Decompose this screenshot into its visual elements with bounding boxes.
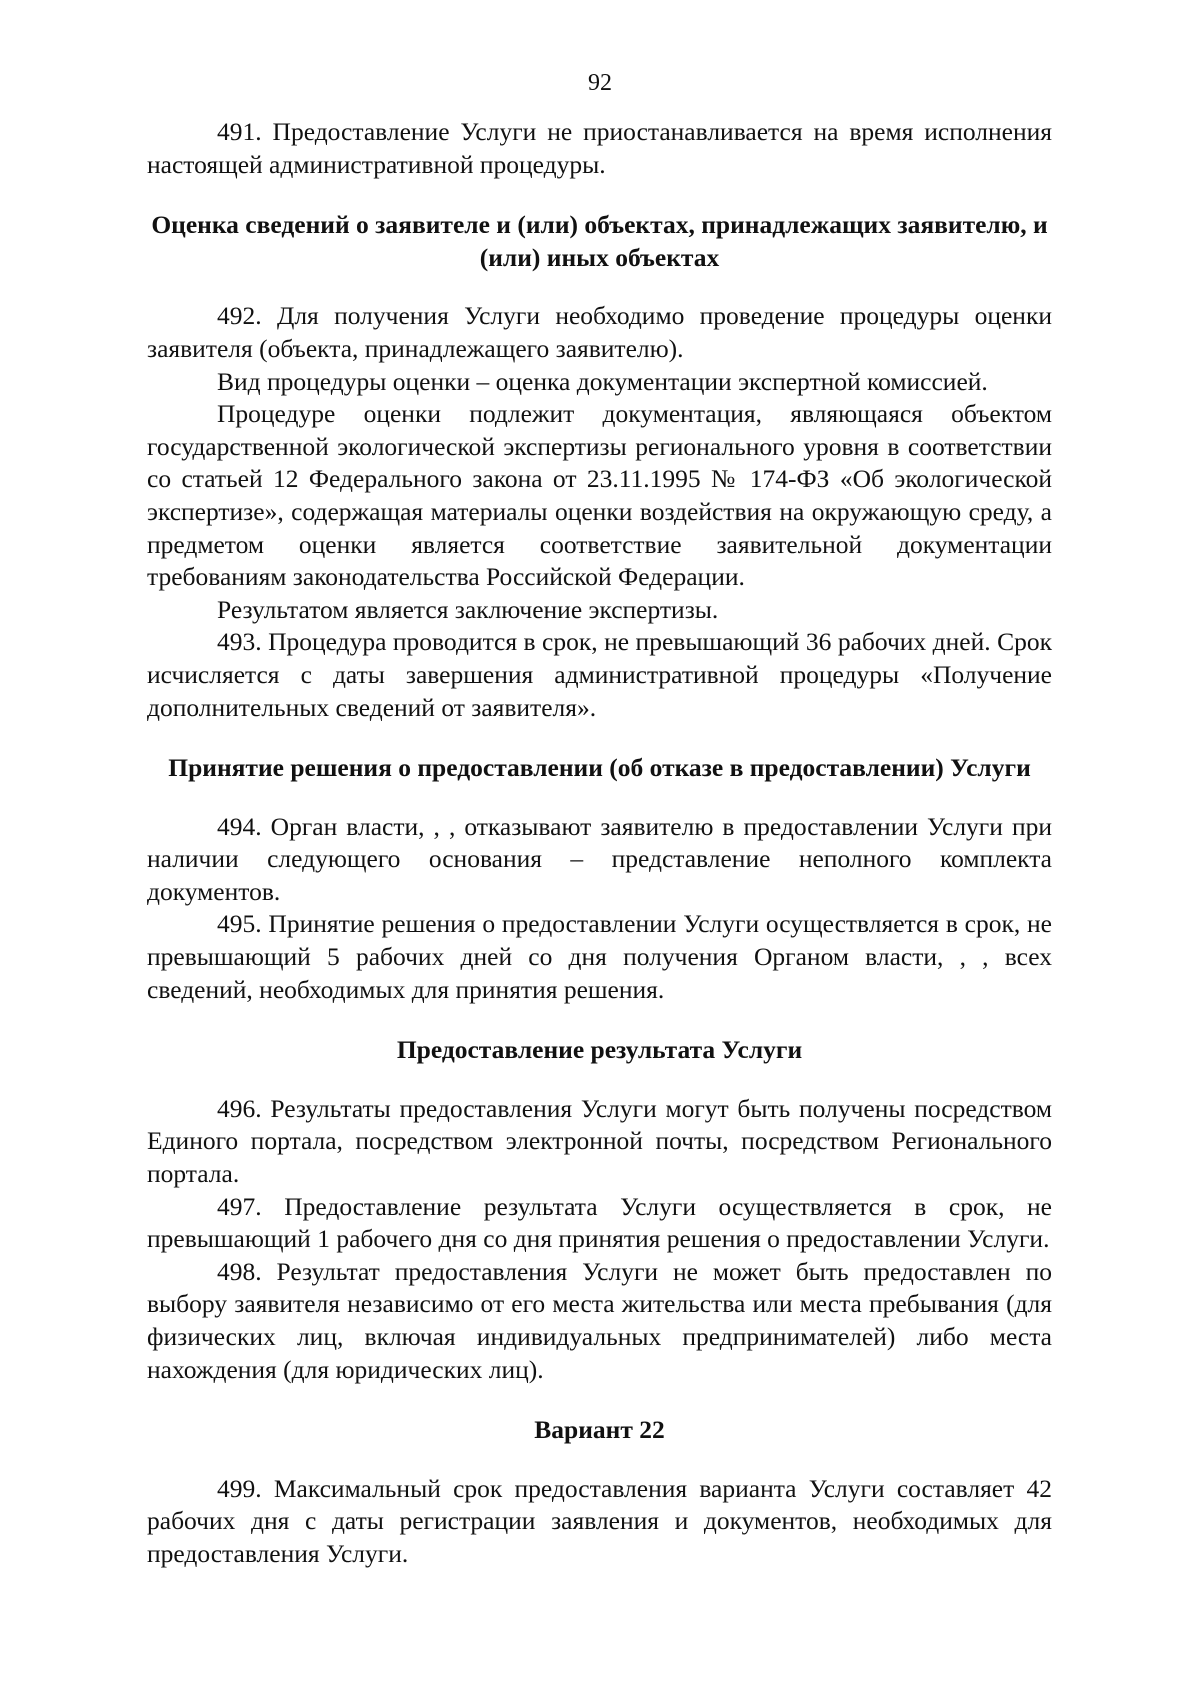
paragraph-492-subject: Процедуре оценки подлежит документация, являющаяся объектом государственной экологической экспертизы регионального уровня в соответствии со статьей 12 Федерального закона от 23.11.1995 № 174-ФЗ «Об экологической экспертизе», содержащая материалы оценки воздействия на окружающую среду, а предметом оценки является соответствие заявительной документации требованиям законодательства Российской Федерации. [147,399,1052,592]
document-body [147,116,1052,1571]
paragraph-497: 497. Предоставление результата Услуги осуществляется в срок, не превышающий 1 рабочего дня со дня принятия решения о предоставлении Услуги. [147,1191,1052,1254]
section-heading-assessment: Оценка сведений о заявителе и (или) объектах, принадлежащих заявителю, и (или) иных объектах [151,210,1048,272]
paragraph-492: 492. Для получения Услуги необходимо проведение процедуры оценки заявителя (объекта, принадлежащего заявителю). [147,301,1052,363]
paragraph-491: 491. Предоставление Услуги не приостанавливается на время исполнения настоящей административной процедуры. [147,117,1052,179]
paragraph-496: 496. Результаты предоставления Услуги могут быть получены посредством Единого портала, посредством электронной почты, посредством Регионального портала. [147,1093,1052,1189]
paragraph-492-result: Результатом является заключение экспертизы. [217,594,719,624]
paragraph-492-type: Вид процедуры оценки – оценка документации экспертной комиссией. [217,366,988,396]
page-number: 92 [588,70,612,96]
paragraph-498: 498. Результат предоставления Услуги не может быть предоставлен по выбору заявителя независимо от его места жительства или места пребывания (для физических лиц, включая индивидуальных предпринимателей) либо места нахождения (для юридических лиц). [147,1256,1052,1384]
section-heading-result: Предоставление результата Услуги [396,1035,803,1065]
paragraph-499: 499. Максимальный срок предоставления варианта Услуги составляет 42 рабочих дня с даты регистрации заявления и документов, необходимых для предоставления Услуги. [147,1473,1052,1568]
section-heading-variant: Вариант 22 [534,1415,665,1445]
paragraph-493: 493. Процедура проводится в срок, не превышающий 36 рабочих дней. Срок исчисляется с даты завершения административной процедуры «Получение дополнительных сведений от заявителя». [147,627,1052,722]
paragraph-495: 495. Принятие решения о предоставлении Услуги осуществляется в срок, не превышающий 5 рабочих дней со дня получения Органом власти, , , всех сведений, необходимых для принятия решения. [147,909,1052,1004]
paragraph-494: 494. Орган власти, , , отказывают заявителю в предоставлении Услуги при наличии следующего основания – представление неполного комплекта документов. [147,811,1052,906]
section-heading-decision: Принятие решения о предоставлении (об отказе в предоставлении) Услуги [168,753,1031,783]
